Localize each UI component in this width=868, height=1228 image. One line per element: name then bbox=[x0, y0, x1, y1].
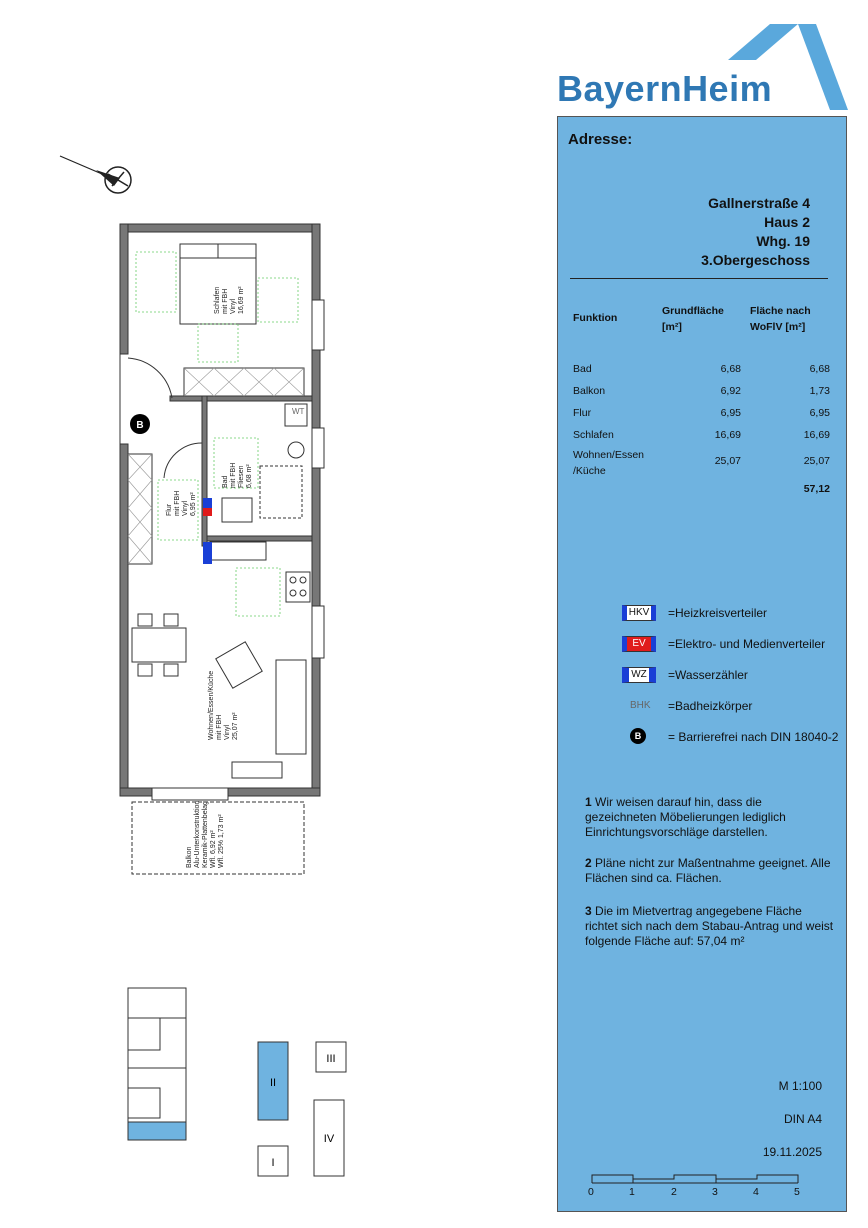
address-street: Gallnerstraße 4 bbox=[708, 195, 810, 211]
wz-symbol-icon: WZ bbox=[622, 667, 656, 683]
row-wofl: 6,95 bbox=[809, 407, 830, 419]
scale-tick-label: 4 bbox=[753, 1186, 759, 1198]
note-3 bbox=[585, 904, 835, 949]
legend-text: =Badheizkörper bbox=[668, 699, 753, 713]
note-number: 3 bbox=[585, 904, 592, 918]
legend-text: =Elektro- und Medienverteiler bbox=[668, 637, 826, 651]
row-wofl: 25,07 bbox=[803, 455, 830, 467]
site-label-iii: III bbox=[326, 1053, 336, 1065]
address-divider bbox=[570, 278, 828, 279]
header-grundflaeche: Grundfläche bbox=[662, 305, 724, 317]
address-floor: 3.Obergeschoss bbox=[701, 252, 810, 268]
row-name: Balkon bbox=[573, 385, 606, 397]
room-label-balkon: Balkon Alu-Unterkonstruktion Keramik-Plattenbelag Wfl. 6,92 m² Wfl. 25% 1,73 m² bbox=[186, 800, 225, 868]
note-text: Pläne nicht zur Maßentnahme geeignet. Alle Flächen sind ca. Flächen. bbox=[585, 856, 831, 885]
note-1 bbox=[585, 795, 835, 840]
row-grund: 6,68 bbox=[720, 363, 741, 375]
header-woflv-unit: WoFlV [m²] bbox=[750, 321, 806, 333]
scale-label: M 1:100 bbox=[778, 1079, 822, 1093]
address-house: Haus 2 bbox=[764, 214, 810, 230]
scale-tick-label: 3 bbox=[712, 1186, 718, 1198]
note-text: Wir weisen darauf hin, dass die gezeichneten Möbelierungen lediglich Einrichtungsvorschläge darstellen. bbox=[585, 795, 786, 839]
address-label: Adresse: bbox=[568, 131, 633, 148]
barrier-free-icon: B bbox=[630, 728, 646, 744]
floor-plan bbox=[110, 218, 330, 878]
row-grund: 16,69 bbox=[714, 429, 741, 441]
row-name: Bad bbox=[573, 363, 592, 375]
note-text: Die im Mietvertrag angegebene Fläche richtet sich nach dem Stabau-Antrag und weist folgende Fläche auf: 57,04 m² bbox=[585, 904, 834, 948]
room-label-bad: Bad mit FBH Fliesen 6,68 m² bbox=[222, 462, 253, 488]
row-name: Wohnen/Essen /Küche bbox=[573, 449, 645, 477]
row-wofl: 6,68 bbox=[809, 363, 830, 375]
fp-b-label: B bbox=[136, 420, 144, 431]
scale-bar bbox=[588, 1169, 808, 1189]
brand-logo: BayernHeim bbox=[557, 68, 773, 109]
legend-text: =Heizkreisverteiler bbox=[668, 606, 768, 620]
note-2 bbox=[585, 856, 835, 886]
scale-tick-label: 5 bbox=[794, 1186, 800, 1198]
row-name: Schlafen bbox=[573, 429, 614, 441]
north-arrow-icon bbox=[56, 150, 146, 200]
room-label-wohnen: Wohnen/Essen/Küche mit FBH Vinyl 25,07 m² bbox=[208, 670, 239, 740]
site-label-iv: IV bbox=[323, 1133, 335, 1145]
room-label-schlafen: Schlafen mit FBH Vinyl 16,69 m² bbox=[214, 286, 245, 314]
row-name: Flur bbox=[573, 407, 592, 419]
row-grund: 6,92 bbox=[720, 385, 741, 397]
scale-tick-label: 2 bbox=[671, 1186, 677, 1198]
note-number: 2 bbox=[585, 856, 592, 870]
scale-tick-label: 1 bbox=[629, 1186, 635, 1198]
row-grund: 6,95 bbox=[720, 407, 741, 419]
room-label-flur: Flur mit FBH Vinyl 6,95 m² bbox=[166, 490, 197, 516]
row-grund: 25,07 bbox=[714, 455, 741, 467]
ev-symbol-icon: EV bbox=[622, 636, 656, 652]
table-total: 57,12 bbox=[803, 483, 830, 495]
header-grundflaeche-unit: [m²] bbox=[662, 321, 682, 333]
legend-text: = Barrierefrei nach DIN 18040-2 bbox=[668, 730, 839, 744]
note-number: 1 bbox=[585, 795, 592, 809]
site-plan bbox=[120, 984, 360, 1184]
info-panel bbox=[557, 116, 847, 1212]
date-label: 19.11.2025 bbox=[762, 1145, 822, 1159]
address-unit: Whg. 19 bbox=[756, 233, 810, 249]
row-wofl: 16,69 bbox=[803, 429, 830, 441]
format-label: DIN A4 bbox=[783, 1112, 822, 1126]
hkv-symbol-icon: HKV bbox=[622, 605, 656, 621]
fp-wt-label: WT bbox=[292, 407, 305, 416]
site-label-i: I bbox=[271, 1157, 275, 1169]
legend-text: =Wasserzähler bbox=[668, 668, 748, 682]
header-funktion: Funktion bbox=[573, 312, 618, 324]
site-label-ii: II bbox=[269, 1077, 277, 1089]
header-woflv: Fläche nach bbox=[750, 305, 811, 317]
scale-tick-label: 0 bbox=[588, 1186, 594, 1198]
row-wofl: 1,73 bbox=[809, 385, 830, 397]
bhk-symbol: BHK bbox=[630, 700, 651, 711]
